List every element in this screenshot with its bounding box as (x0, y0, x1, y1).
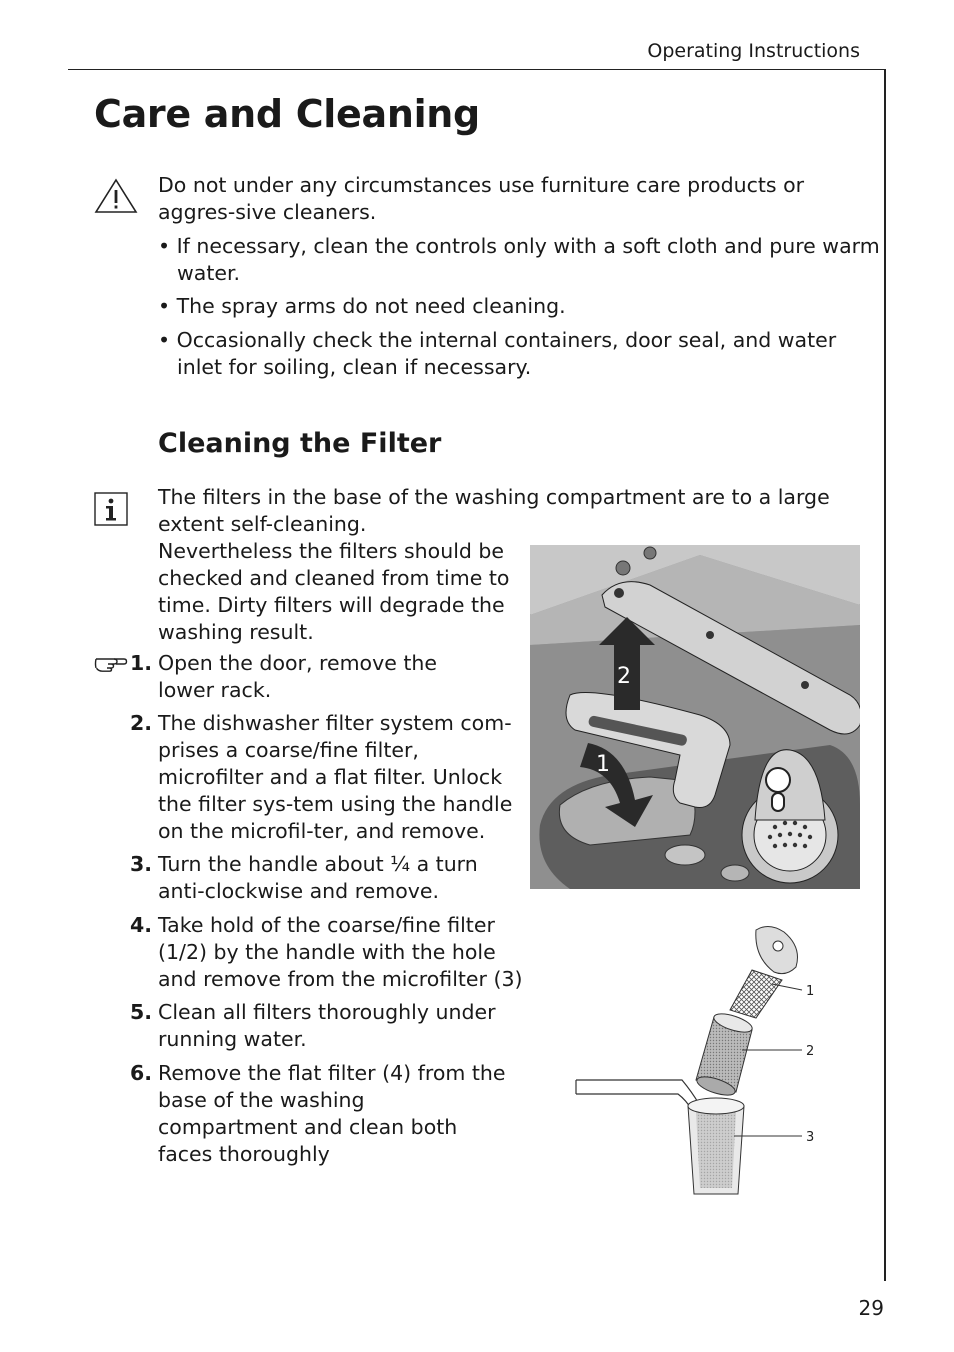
warning-triangle-icon (94, 178, 138, 218)
step-item (130, 650, 530, 704)
filter-parts-illustration (574, 922, 834, 1206)
page-number: 29 (858, 1296, 884, 1320)
part-label: 3 (806, 1130, 815, 1145)
warning-bullet: • If necessary, clean the controls only with a soft cloth and pure warm water. (158, 234, 880, 285)
step-text: Take hold of the coarse/fine filter (1/2) by the handle with the hole and remove from the microfilter (3) (158, 913, 523, 991)
step-text: Turn the handle about ¼ a turn anti-clockwise and remove. (158, 852, 478, 903)
filter-removal-illustration (530, 545, 860, 893)
warning-text: Do not under any circumstances use furniture care products or aggres-sive cleaners. (158, 173, 805, 224)
step-item (130, 710, 530, 845)
info-i-icon (94, 492, 128, 530)
step-item (130, 999, 530, 1053)
step-number: 6. (130, 1061, 153, 1085)
illustration-label: 2 (617, 664, 631, 689)
pointing-hand-icon (94, 652, 128, 676)
step-text: Open the door, remove the lower rack. (158, 651, 437, 702)
step-number: 3. (130, 852, 153, 876)
step-item (130, 912, 530, 993)
step-text: The dishwasher filter system com-prises a coarse/fine filter, microfilter and a flat filter. Unlock the filter sys-tem using the handle on the microfil-ter, and remove. (158, 711, 513, 843)
warning-bullet: • The spray arms do not need cleaning. (158, 294, 566, 318)
header-rule (68, 69, 886, 70)
running-header: Operating Instructions (647, 40, 860, 62)
info-text: The filters in the base of the washing compartment are to a large extent self-cleaning. (158, 485, 830, 536)
step-number: 1. (130, 651, 153, 675)
warning-bullet: • Occasionally check the internal containers, door seal, and water inlet for soiling, clean if necessary. (158, 328, 837, 379)
page-title: Care and Cleaning (94, 92, 480, 136)
step-text: Remove the flat filter (4) from the base of the washing compartment and clean both faces thoroughly (158, 1061, 506, 1166)
part-label: 2 (806, 1044, 815, 1059)
part-label: 1 (806, 984, 815, 999)
section-title: Cleaning the Filter (158, 428, 442, 459)
step-text: Clean all filters thoroughly under running water. (158, 1000, 496, 1051)
step-item (130, 851, 530, 905)
step-number: 2. (130, 711, 153, 735)
info-text-continued: Nevertheless the filters should be checked and cleaned from time to time. Dirty filters will degrade the washing result. (158, 539, 510, 644)
step-number: 5. (130, 1000, 153, 1024)
step-item (130, 1060, 530, 1168)
step-number: 4. (130, 913, 153, 937)
illustration-label: 1 (596, 752, 610, 777)
